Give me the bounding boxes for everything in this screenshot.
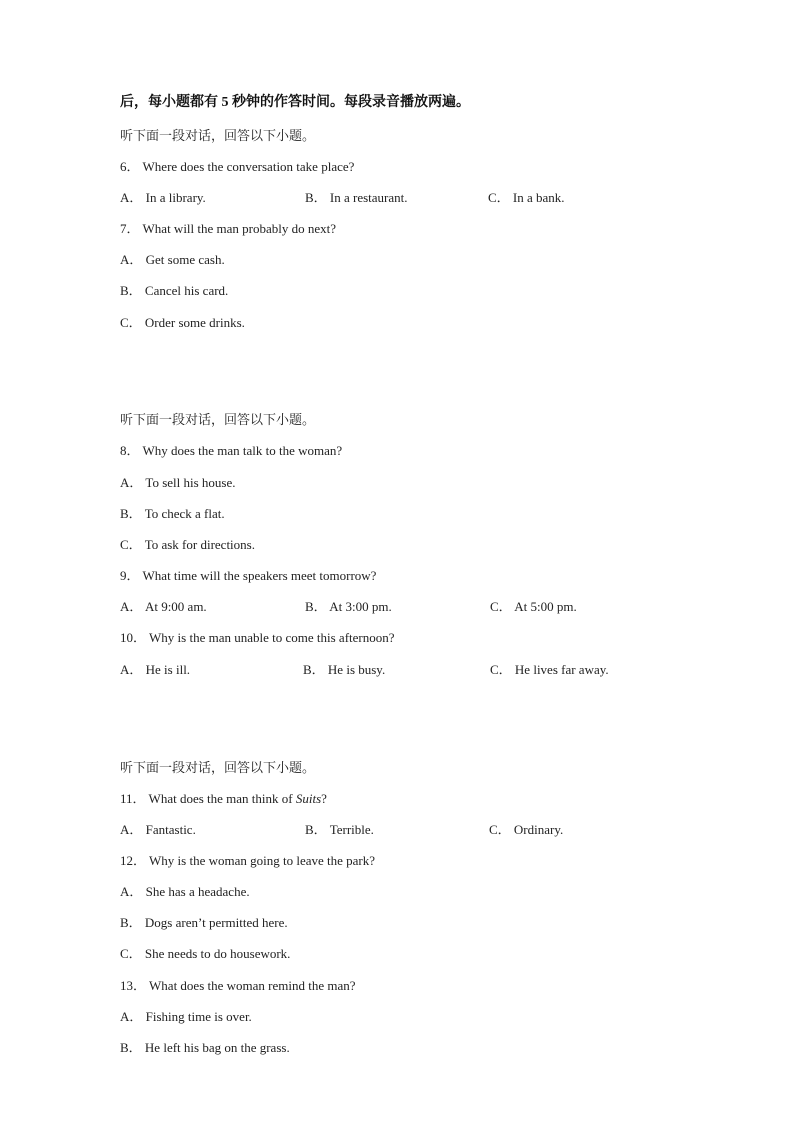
section-instruction: 听下面一段对话，回答以下小题。 [120, 760, 316, 775]
option-c: C． Order some drinks. [120, 315, 245, 330]
option-c: C． In a bank. [488, 190, 565, 205]
option-a: A． She has a headache. [120, 884, 250, 899]
question-number: 13． [120, 978, 147, 993]
option-c: C． At 5:00 pm. [490, 599, 577, 614]
option-c: C． Ordinary. [489, 822, 564, 837]
option-c: C． To ask for directions. [120, 537, 255, 552]
question-number: 6． [120, 159, 140, 174]
question-number: 12． [120, 853, 147, 868]
question-text: Why is the woman going to leave the park? [149, 853, 376, 868]
question-12 [120, 852, 375, 870]
question-11: 11． What does the man think of Suits? [120, 791, 327, 806]
question-text: Why is the man unable to come this afternoon? [149, 630, 395, 645]
option-b: B． Dogs aren’t permitted here. [120, 915, 288, 930]
option-b: B． Cancel his card. [120, 283, 229, 298]
question-text: What will the man probably do next? [142, 221, 337, 236]
option-a: A． He is ill. [120, 662, 191, 677]
option-b: B． He left his bag on the grass. [120, 1040, 290, 1055]
option-a: A． Fishing time is over. [120, 1009, 252, 1024]
question-title-italic: Suits [295, 791, 322, 806]
question-text: Why does the man talk to the woman? [142, 443, 343, 458]
option-b: B． He is busy. [303, 662, 386, 677]
question-number: 7． [120, 221, 140, 236]
option-b: B． In a restaurant. [305, 190, 408, 205]
option-a: A． At 9:00 am. [120, 599, 207, 614]
option-a: A． Get some cash. [120, 252, 225, 267]
question-text: What does the man think of [148, 791, 296, 806]
question-9 [120, 567, 376, 585]
question-number: 11． [120, 791, 146, 806]
option-c: C． He lives far away. [490, 662, 609, 677]
section-instruction: 听下面一段对话，回答以下小题。 [120, 412, 316, 427]
question-6 [120, 158, 354, 176]
option-a: A． To sell his house. [120, 475, 236, 490]
option-b: B． At 3:00 pm. [305, 599, 392, 614]
question-text: Where does the conversation take place? [142, 159, 355, 174]
question-text: What does the woman remind the man? [149, 978, 356, 993]
option-b: B． To check a flat. [120, 506, 225, 521]
option-a: A． In a library. [120, 190, 206, 205]
option-c: C． She needs to do housework. [120, 946, 291, 961]
question-13 [120, 977, 356, 995]
question-7 [120, 220, 336, 238]
question-number: 8． [120, 443, 140, 458]
section-instruction: 听下面一段对话，回答以下小题。 [120, 128, 316, 143]
question-text: What time will the speakers meet tomorrow? [142, 568, 377, 583]
option-b: B． Terrible. [305, 822, 374, 837]
question-number: 9． [120, 568, 140, 583]
question-10 [120, 629, 395, 647]
option-a: A． Fantastic. [120, 822, 196, 837]
question-number: 10． [120, 630, 147, 645]
section-intro: 后，每小题都有 5 秒钟的作答时间。每段录音播放两遍。 [120, 95, 470, 110]
question-8 [120, 442, 342, 460]
